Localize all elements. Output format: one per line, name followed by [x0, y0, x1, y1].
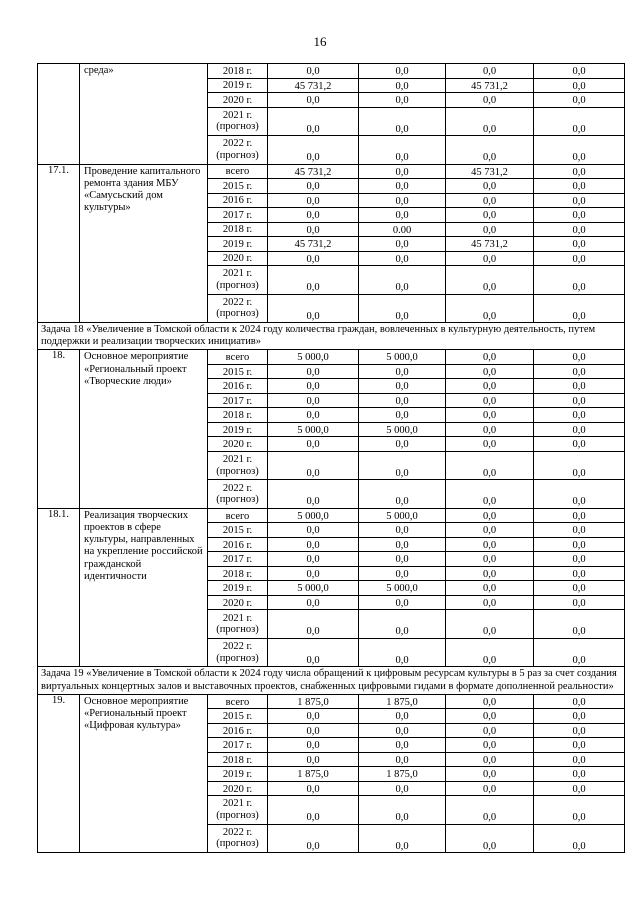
- value-cell: 0,0: [534, 552, 625, 567]
- value-cell: 0,0: [268, 824, 359, 853]
- item-number: [38, 64, 80, 165]
- value-cell: 0,0: [446, 379, 534, 394]
- year-label: 2021 г.: [222, 612, 253, 624]
- value-cell: 0,0: [534, 451, 625, 480]
- value-cell: 0,0: [534, 781, 625, 796]
- value-cell: 0,0: [446, 364, 534, 379]
- value-cell: 0,0: [359, 408, 446, 423]
- item-number: 17.1.: [38, 164, 80, 323]
- year-cell: [208, 508, 268, 523]
- value-cell: 0,0: [268, 709, 359, 724]
- task-row: [38, 323, 625, 350]
- forecast-note: (прогноз): [216, 652, 259, 664]
- year-label: 2017 г.: [222, 395, 253, 407]
- table-row: [38, 164, 625, 179]
- year-cell: [208, 422, 268, 437]
- year-label: 2016 г.: [222, 195, 253, 207]
- value-cell: 5 000,0: [268, 581, 359, 596]
- value-cell: 45 731,2: [268, 78, 359, 93]
- year-label: 2015 г.: [222, 366, 253, 378]
- value-cell: 0,0: [268, 379, 359, 394]
- year-label: 2019 г.: [222, 424, 253, 436]
- page-number: 16: [313, 34, 327, 49]
- value-cell: 0,0: [534, 796, 625, 825]
- year-cell: [208, 781, 268, 796]
- year-cell: [208, 752, 268, 767]
- value-cell: 0,0: [359, 796, 446, 825]
- value-cell: 0,0: [359, 179, 446, 194]
- value-cell: 0,0: [446, 393, 534, 408]
- value-cell: 0,0: [534, 294, 625, 323]
- value-cell: 0.00: [359, 222, 446, 237]
- value-cell: 0,0: [359, 107, 446, 136]
- year-cell: [208, 64, 268, 79]
- year-label: 2018 г.: [222, 568, 253, 580]
- year-cell: [208, 136, 268, 165]
- year-label: 2015 г.: [222, 711, 253, 723]
- value-cell: 0,0: [534, 193, 625, 208]
- year-label: 2022 г.: [222, 138, 253, 150]
- item-name: Проведение капитального ремонта здания МБУ «Самусьский дом культуры»: [80, 164, 208, 323]
- value-cell: 1 875,0: [359, 694, 446, 709]
- value-cell: 0,0: [534, 237, 625, 252]
- value-cell: 5 000,0: [359, 350, 446, 365]
- year-label: 2018 г.: [222, 65, 253, 77]
- value-cell: 0,0: [268, 266, 359, 295]
- value-cell: 0,0: [534, 508, 625, 523]
- item-number: 18.1.: [38, 508, 80, 667]
- value-cell: 0,0: [534, 164, 625, 179]
- year-cell: [208, 437, 268, 452]
- value-cell: 0,0: [534, 694, 625, 709]
- table-row: [38, 508, 625, 523]
- value-cell: 0,0: [534, 393, 625, 408]
- year-cell: [208, 767, 268, 782]
- year-cell: [208, 364, 268, 379]
- value-cell: 45 731,2: [446, 164, 534, 179]
- value-cell: 0,0: [534, 93, 625, 108]
- item-name: Основное мероприятие «Региональный проект «Творческие люди»: [80, 350, 208, 509]
- value-cell: 0,0: [359, 723, 446, 738]
- value-cell: 0,0: [268, 107, 359, 136]
- year-label: 2022 г.: [222, 296, 253, 308]
- year-label: 2022 г.: [222, 482, 253, 494]
- value-cell: 0,0: [359, 78, 446, 93]
- forecast-note: (прогноз): [216, 494, 259, 506]
- year-cell: [208, 251, 268, 266]
- value-cell: 45 731,2: [268, 237, 359, 252]
- value-cell: 0,0: [446, 422, 534, 437]
- forecast-note: (прогноз): [216, 121, 259, 133]
- value-cell: 0,0: [534, 723, 625, 738]
- year-cell: [208, 738, 268, 753]
- forecast-note: (прогноз): [216, 465, 259, 477]
- forecast-note: (прогноз): [216, 149, 259, 161]
- value-cell: 0,0: [359, 164, 446, 179]
- year-label: 2022 г.: [222, 641, 253, 653]
- value-cell: 0,0: [446, 723, 534, 738]
- value-cell: 0,0: [268, 408, 359, 423]
- year-cell: [208, 222, 268, 237]
- value-cell: 5 000,0: [359, 581, 446, 596]
- value-cell: 1 875,0: [268, 767, 359, 782]
- value-cell: 0,0: [446, 694, 534, 709]
- value-cell: 0,0: [268, 638, 359, 667]
- value-cell: 0,0: [268, 781, 359, 796]
- value-cell: 0,0: [359, 193, 446, 208]
- year-label: 2015 г.: [222, 180, 253, 192]
- year-cell: [208, 552, 268, 567]
- year-cell: [208, 480, 268, 509]
- value-cell: 0,0: [534, 408, 625, 423]
- value-cell: 0,0: [446, 767, 534, 782]
- value-cell: 0,0: [268, 251, 359, 266]
- task-heading: Задача 19 «Увеличение в Томской области к 2024 году числа обращений к цифровым ресурсам культуры в 5 раз за счет создания виртуальных концертных залов и выставочных проектов, снабженных цифровыми гидами в формате дополненной реальности»: [38, 667, 625, 694]
- value-cell: 0,0: [534, 738, 625, 753]
- value-cell: 0,0: [268, 595, 359, 610]
- value-cell: 0,0: [446, 824, 534, 853]
- value-cell: 0,0: [268, 610, 359, 639]
- value-cell: 0,0: [359, 451, 446, 480]
- value-cell: 0,0: [446, 638, 534, 667]
- value-cell: 0,0: [534, 251, 625, 266]
- year-label: всего: [225, 166, 250, 178]
- value-cell: 5 000,0: [359, 508, 446, 523]
- value-cell: 0,0: [446, 752, 534, 767]
- value-cell: 0,0: [446, 480, 534, 509]
- year-cell: [208, 294, 268, 323]
- value-cell: 0,0: [268, 93, 359, 108]
- value-cell: 0,0: [268, 451, 359, 480]
- value-cell: 0,0: [268, 208, 359, 223]
- value-cell: 0,0: [359, 379, 446, 394]
- year-cell: [208, 709, 268, 724]
- year-label: всего: [225, 510, 250, 522]
- value-cell: 0,0: [446, 437, 534, 452]
- year-label: 2018 г.: [222, 224, 253, 236]
- value-cell: 0,0: [359, 437, 446, 452]
- value-cell: 0,0: [534, 422, 625, 437]
- year-label: 2016 г.: [222, 381, 253, 393]
- value-cell: 0,0: [446, 537, 534, 552]
- value-cell: 0,0: [359, 595, 446, 610]
- year-cell: [208, 723, 268, 738]
- table-row: [38, 694, 625, 709]
- value-cell: 0,0: [359, 208, 446, 223]
- item-name: Реализация творческих проектов в сфере культуры, направленных на укрепление российской гражданской идентичности: [80, 508, 208, 667]
- value-cell: 0,0: [534, 638, 625, 667]
- item-name: Основное мероприятие «Региональный проект «Цифровая культура»: [80, 694, 208, 853]
- value-cell: 0,0: [268, 364, 359, 379]
- value-cell: 0,0: [359, 294, 446, 323]
- value-cell: 0,0: [359, 537, 446, 552]
- value-cell: 45 731,2: [268, 164, 359, 179]
- year-cell: [208, 393, 268, 408]
- value-cell: 0,0: [268, 752, 359, 767]
- value-cell: 0,0: [268, 480, 359, 509]
- value-cell: 0,0: [534, 767, 625, 782]
- year-cell: [208, 93, 268, 108]
- value-cell: 0,0: [268, 136, 359, 165]
- value-cell: 0,0: [359, 93, 446, 108]
- year-cell: [208, 208, 268, 223]
- value-cell: 0,0: [359, 251, 446, 266]
- task-heading: Задача 18 «Увеличение в Томской области к 2024 году количества граждан, вовлеченных в культурную деятельность, путем поддержки и реализации творческих инициатив»: [38, 323, 625, 350]
- year-label: 2018 г.: [222, 410, 253, 422]
- value-cell: 0,0: [534, 824, 625, 853]
- value-cell: 0,0: [446, 64, 534, 79]
- year-cell: [208, 266, 268, 295]
- year-cell: [208, 350, 268, 365]
- table-row: [38, 64, 625, 79]
- value-cell: 0,0: [534, 709, 625, 724]
- value-cell: 0,0: [446, 266, 534, 295]
- value-cell: 0,0: [534, 64, 625, 79]
- value-cell: 0,0: [359, 364, 446, 379]
- value-cell: 0,0: [446, 294, 534, 323]
- value-cell: 0,0: [446, 595, 534, 610]
- value-cell: 0,0: [446, 796, 534, 825]
- year-cell: [208, 694, 268, 709]
- year-label: 2015 г.: [222, 525, 253, 537]
- value-cell: 0,0: [446, 738, 534, 753]
- value-cell: 0,0: [446, 566, 534, 581]
- year-cell: [208, 107, 268, 136]
- value-cell: 0,0: [359, 781, 446, 796]
- value-cell: 0,0: [446, 451, 534, 480]
- year-cell: [208, 78, 268, 93]
- value-cell: 0,0: [534, 610, 625, 639]
- year-cell: [208, 796, 268, 825]
- value-cell: 0,0: [446, 251, 534, 266]
- value-cell: 0,0: [446, 179, 534, 194]
- value-cell: 0,0: [446, 552, 534, 567]
- forecast-note: (прогноз): [216, 624, 259, 636]
- value-cell: 0,0: [359, 566, 446, 581]
- value-cell: 0,0: [534, 523, 625, 538]
- item-number: 19.: [38, 694, 80, 853]
- year-cell: [208, 164, 268, 179]
- year-label: 2021 г.: [222, 268, 253, 280]
- year-cell: [208, 523, 268, 538]
- value-cell: 5 000,0: [359, 422, 446, 437]
- year-label: 2022 г.: [222, 826, 253, 838]
- value-cell: 0,0: [268, 552, 359, 567]
- value-cell: 0,0: [268, 738, 359, 753]
- year-label: 2019 г.: [222, 80, 253, 92]
- year-label: 2021 г.: [222, 109, 253, 121]
- forecast-note: (прогноз): [216, 279, 259, 291]
- value-cell: 0,0: [534, 480, 625, 509]
- value-cell: 0,0: [534, 107, 625, 136]
- value-cell: 0,0: [268, 294, 359, 323]
- value-cell: 0,0: [359, 480, 446, 509]
- year-cell: [208, 193, 268, 208]
- year-label: 2019 г.: [222, 769, 253, 781]
- value-cell: 0,0: [534, 179, 625, 194]
- value-cell: 1 875,0: [359, 767, 446, 782]
- value-cell: 0,0: [268, 64, 359, 79]
- value-cell: 0,0: [446, 581, 534, 596]
- value-cell: 0,0: [359, 738, 446, 753]
- value-cell: 0,0: [359, 136, 446, 165]
- year-label: 2021 г.: [222, 454, 253, 466]
- year-label: 2020 г.: [222, 94, 253, 106]
- value-cell: 0,0: [534, 537, 625, 552]
- value-cell: 0,0: [359, 824, 446, 853]
- value-cell: 0,0: [534, 752, 625, 767]
- year-cell: [208, 610, 268, 639]
- value-cell: 0,0: [359, 266, 446, 295]
- year-cell: [208, 595, 268, 610]
- value-cell: 0,0: [534, 566, 625, 581]
- value-cell: 0,0: [446, 93, 534, 108]
- year-label: 2017 г.: [222, 740, 253, 752]
- value-cell: 0,0: [534, 78, 625, 93]
- item-name: среда»: [80, 64, 208, 165]
- value-cell: 0,0: [446, 781, 534, 796]
- year-label: 2020 г.: [222, 253, 253, 265]
- table-row: [38, 350, 625, 365]
- year-label: всего: [225, 352, 250, 364]
- year-label: 2018 г.: [222, 754, 253, 766]
- year-label: 2017 г.: [222, 209, 253, 221]
- value-cell: 0,0: [534, 222, 625, 237]
- value-cell: 0,0: [268, 437, 359, 452]
- value-cell: 0,0: [446, 136, 534, 165]
- value-cell: 0,0: [446, 523, 534, 538]
- item-number: 18.: [38, 350, 80, 509]
- value-cell: 0,0: [534, 379, 625, 394]
- year-cell: [208, 237, 268, 252]
- value-cell: 0,0: [359, 523, 446, 538]
- value-cell: 0,0: [534, 581, 625, 596]
- year-label: 2016 г.: [222, 539, 253, 551]
- value-cell: 0,0: [359, 237, 446, 252]
- year-cell: [208, 824, 268, 853]
- year-cell: [208, 537, 268, 552]
- year-cell: [208, 566, 268, 581]
- value-cell: 0,0: [268, 193, 359, 208]
- value-cell: 1 875,0: [268, 694, 359, 709]
- forecast-note: (прогноз): [216, 809, 259, 821]
- value-cell: 0,0: [534, 136, 625, 165]
- year-label: 2016 г.: [222, 725, 253, 737]
- value-cell: 0,0: [268, 222, 359, 237]
- budget-table: [37, 63, 625, 853]
- value-cell: 0,0: [446, 508, 534, 523]
- year-label: 2019 г.: [222, 238, 253, 250]
- value-cell: 0,0: [268, 523, 359, 538]
- value-cell: 45 731,2: [446, 237, 534, 252]
- value-cell: 0,0: [534, 208, 625, 223]
- value-cell: 0,0: [359, 393, 446, 408]
- year-label: всего: [225, 696, 250, 708]
- value-cell: 5 000,0: [268, 508, 359, 523]
- value-cell: 0,0: [446, 208, 534, 223]
- value-cell: 0,0: [534, 595, 625, 610]
- value-cell: 0,0: [446, 193, 534, 208]
- value-cell: 0,0: [268, 723, 359, 738]
- value-cell: 0,0: [446, 709, 534, 724]
- task-row: [38, 667, 625, 694]
- value-cell: 0,0: [359, 552, 446, 567]
- year-label: 2020 г.: [222, 439, 253, 451]
- value-cell: 0,0: [446, 610, 534, 639]
- value-cell: 0,0: [268, 566, 359, 581]
- year-cell: [208, 379, 268, 394]
- value-cell: 0,0: [534, 266, 625, 295]
- value-cell: 0,0: [359, 752, 446, 767]
- value-cell: 0,0: [446, 107, 534, 136]
- value-cell: 0,0: [446, 222, 534, 237]
- year-label: 2019 г.: [222, 583, 253, 595]
- forecast-note: (прогноз): [216, 308, 259, 320]
- value-cell: 0,0: [446, 350, 534, 365]
- value-cell: 0,0: [268, 537, 359, 552]
- value-cell: 0,0: [446, 408, 534, 423]
- value-cell: 0,0: [268, 796, 359, 825]
- value-cell: 0,0: [534, 350, 625, 365]
- year-cell: [208, 581, 268, 596]
- year-cell: [208, 638, 268, 667]
- value-cell: 0,0: [534, 437, 625, 452]
- year-label: 2020 г.: [222, 597, 253, 609]
- value-cell: 0,0: [534, 364, 625, 379]
- year-cell: [208, 408, 268, 423]
- year-label: 2017 г.: [222, 554, 253, 566]
- value-cell: 5 000,0: [268, 422, 359, 437]
- year-label: 2021 г.: [222, 798, 253, 810]
- year-cell: [208, 179, 268, 194]
- forecast-note: (прогноз): [216, 838, 259, 850]
- value-cell: 0,0: [268, 393, 359, 408]
- year-label: 2020 г.: [222, 783, 253, 795]
- value-cell: 45 731,2: [446, 78, 534, 93]
- budget-table-body: [38, 64, 625, 853]
- value-cell: 0,0: [268, 179, 359, 194]
- year-cell: [208, 451, 268, 480]
- value-cell: 0,0: [359, 709, 446, 724]
- value-cell: 0,0: [359, 610, 446, 639]
- value-cell: 5 000,0: [268, 350, 359, 365]
- value-cell: 0,0: [359, 64, 446, 79]
- value-cell: 0,0: [359, 638, 446, 667]
